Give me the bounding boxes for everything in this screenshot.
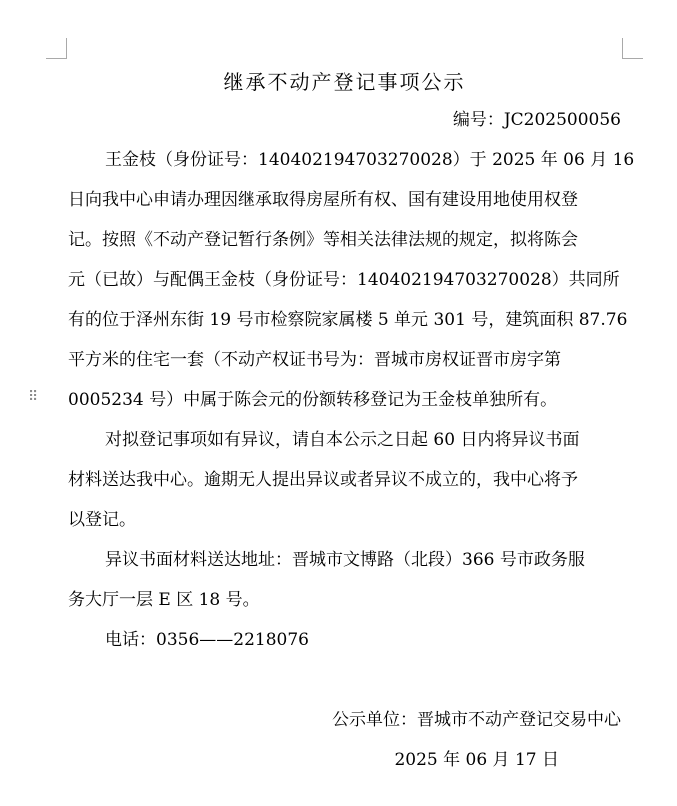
page-corner-mark-top-left — [46, 38, 67, 59]
paragraph-line: 对拟登记事项如有异议，请自本公示之日起 60 日内将异议书面 — [105, 430, 580, 450]
paragraph-line: 日向我中心申请办理因继承取得房屋所有权、国有建设用地使用权登 — [68, 190, 578, 210]
notice-number: 编号：JC202500056 — [452, 110, 621, 130]
date-line: 2025 年 06 月 17 日 — [394, 750, 559, 770]
paragraph-address — [68, 540, 621, 620]
paragraph-line: 记。按照《不动产登记暂行条例》等相关法律法规的规定，拟将陈会 — [68, 230, 578, 250]
paragraph-line: 平方米的住宅一套（不动产权证书号为：晋城市房权证晋市房字第 — [68, 350, 561, 370]
phone-line: 电话：0356——2218076 — [105, 630, 309, 650]
paragraph-line: 务大厅一层 E 区 18 号。 — [68, 590, 260, 610]
paragraph-line: 元（已故）与配偶王金枝（身份证号：140402194703270028）共同所 — [68, 270, 620, 290]
paragraph-line: 以登记。 — [68, 510, 136, 530]
paragraph-line: 材料送达我中心。逾期无人提出异议或者异议不成立的，我中心将予 — [68, 470, 578, 490]
paragraph-line: 0005234 号）中属于陈会元的份额转移登记为王金枝单独所有。 — [68, 390, 558, 410]
document-page — [68, 60, 635, 780]
notice-title: 继承不动产登记事项公示 — [223, 70, 466, 94]
paragraph-line: 异议书面材料送达地址：晋城市文博路（北段）366 号市政务服 — [105, 550, 585, 570]
paragraph-line: 王金枝（身份证号：140402194703270028）于 2025 年 06 月 16 — [105, 150, 635, 170]
paragraph-objection — [68, 420, 621, 540]
publisher-line: 公示单位：晋城市不动产登记交易中心 — [332, 710, 621, 730]
paragraph-application — [68, 140, 635, 420]
page-corner-mark-top-right — [622, 38, 643, 59]
paragraph-line: 有的位于泽州东街 19 号市检察院家属楼 5 单元 301 号，建筑面积 87.76 — [68, 310, 628, 330]
blank-line — [68, 660, 621, 700]
drag-handle-icon[interactable]: ⠿ — [28, 389, 38, 405]
